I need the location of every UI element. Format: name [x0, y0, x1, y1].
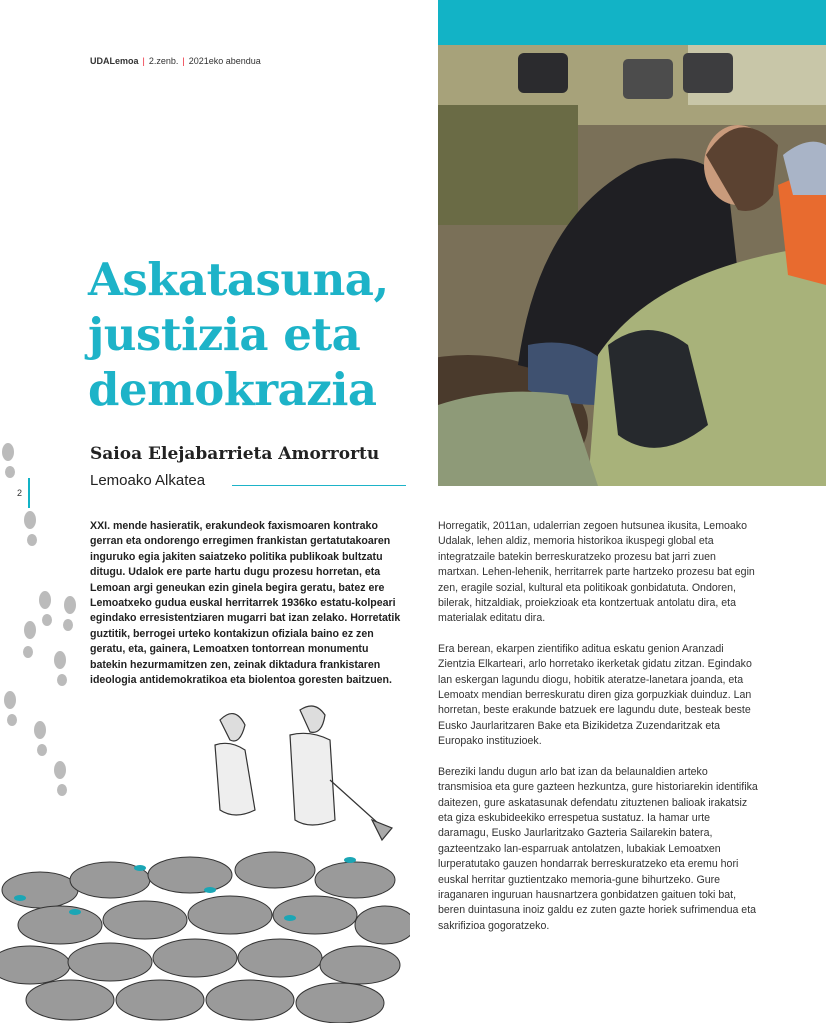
body-paragraph: Era berean, ekarpen zientifiko aditua eskatu genion Aranzadi Zientzia Elkarteari, arlo horretako ikerketak gidatu zitzan. Egindako lan eskergan lagundu diogu, hobitik ateratze-lanetara joanda, eta Lemoatx mendian berreskuratu diren giza gorpuzkiak duinduz. Lan horretan, beste erakunde batzuek ere lagundu dute, besteak beste Eusko Jaurlaritzaren Bake eta Bizikidetza Zuzendaritzak eta Europako instituzioek.: [438, 642, 752, 748]
page-number: 2: [17, 488, 23, 498]
body-paragraph: Horregatik, 2011an, udalerrian zegoen hutsunea ikusita, Lemoako Udalak, lehen aldiz, memoria historikoa ikuspegi global eta integratzaile batekin berreskuratzeko prozesu bat jarri zuen martxan. Lehen-lehenik, herritarrek parte hartzeko prozesu bat egin zen, eragile sozial, kultural eta politikoak gonbidatuta. Ondoren, bilerak, hitzaldiak, proiekzioak eta kontzertuak antolatu dira, eta materialak editatu dira.: [438, 520, 755, 625]
title-line-3: demokrazia: [88, 363, 377, 416]
author-role: Lemoako Alkatea: [90, 472, 206, 489]
magazine-name: UDALemoa: [90, 56, 139, 66]
article-title: [88, 252, 428, 417]
lead-paragraph: XXI. mende hasieratik, erakundeok faxismoaren kontrako gerran eta ondorengo erregimen frankistan gertatutakoaren inguruko egia jakiten saiatzeko politika publikoak bultzatu ditugu. Udalok ere parte hartu dugu prozesu horretan, eta Lemoan argi geneukan ezin ginela begira geratu, batez ere Lemoatxeko gudua euskal herritarrek 1936ko estatu-kolpeari egindako erresistentziaren mugarri bat izan zelako. Horretatik guztitik, berrogei urteko kontakizun ofiziala baino ez zen geratu, eta, gainera, Lemoatxen tontorrean monumentu batekin hezurmamitzen zen, zeinak diktadura frankistaren ideologia antidemokratikoa eta biolentoa goresten baitzuen.: [90, 520, 401, 687]
issue-header: UDALemoa | 2.zenb. | 2021eko abendua: [90, 56, 261, 66]
body-column: [438, 519, 758, 949]
issue-number: 2.zenb.: [148, 56, 179, 66]
title-line-1: Askatasuna,: [88, 253, 389, 306]
author-name: Saioa Elejabarrieta Amorrortu: [90, 444, 380, 464]
author-rule: [232, 485, 406, 486]
body-paragraph: Bereziki landu dugun arlo bat izan da belaunaldien arteko transmisioa eta gure gazteen hezkuntza, gure historiarekin identifika daitezen, gure askatasunak defendatu zituztenen balioak irakatsiz eta giza eskubideekiko errespetua sustatuz. Ia hamar urte daramagu, Eusko Jaurlaritzako Gazteria Sailarekin batera, gazteentzako lan-esparruak antolatzen, lubakiak Lemoatxen lurperatutako gauzen hondarrak berreskuratzeko eta eremu hori euskal herritar guztientzako memoria-gune bihurtzeko. Gure iraganaren inguruan hausnartzera gonbidatzen gaituen toki bat, beren duintasuna inoiz galdu ez zuten gazte horiek sufrimendua eta sakrifizioa gogoratzeko.: [438, 765, 758, 932]
title-line-2: justizia eta: [88, 308, 361, 361]
accent-bar: [438, 0, 826, 45]
excavation-photo: [438, 45, 826, 486]
issue-date: 2021eko abendua: [188, 56, 261, 66]
trench-illustration: [0, 700, 410, 1023]
